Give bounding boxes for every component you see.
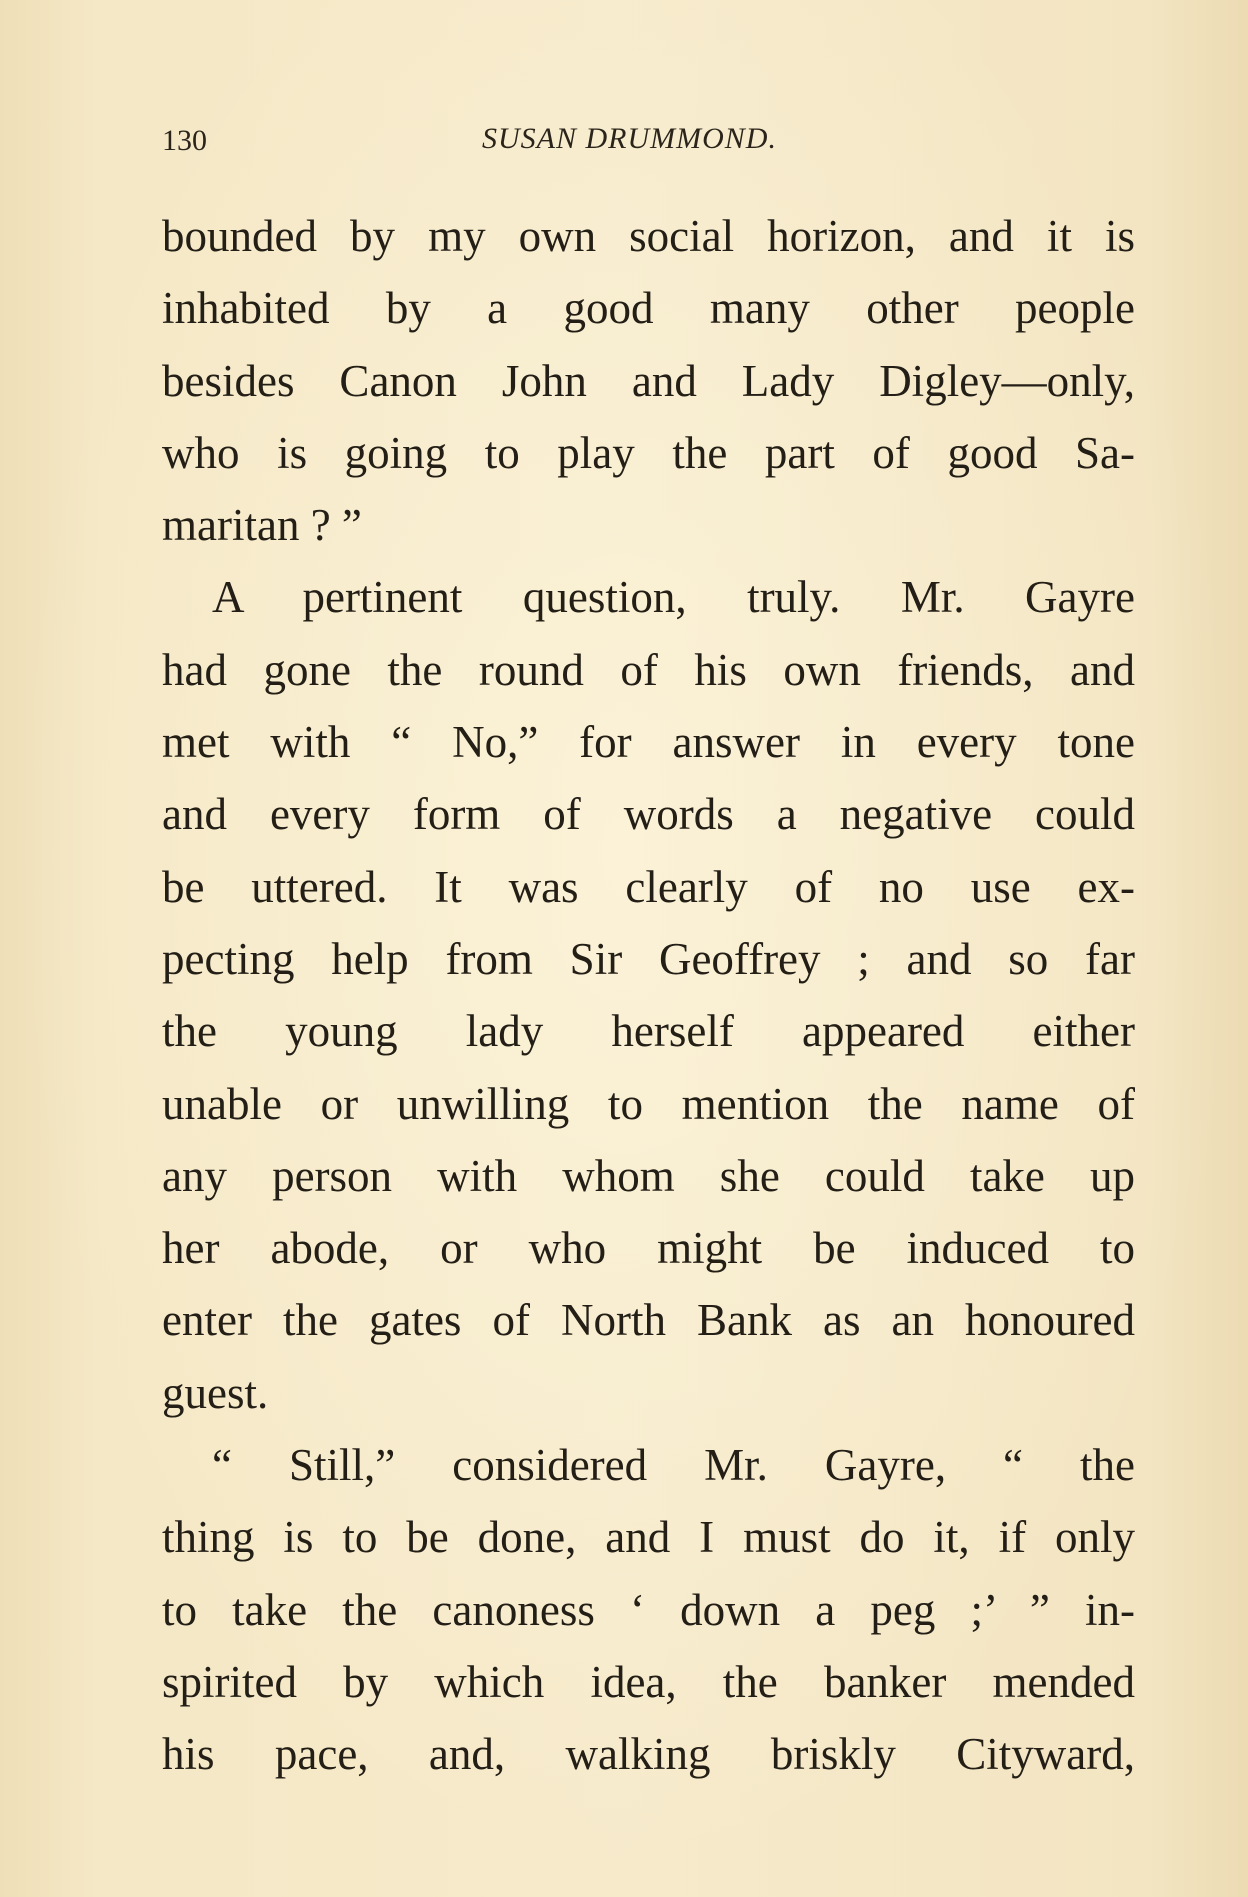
running-title: SUSAN DRUMMOND. <box>482 122 777 155</box>
running-head <box>162 118 832 168</box>
text-line: inhabited by a good many other people <box>162 283 1135 334</box>
text-line: her abode, or who might be induced to <box>162 1223 1135 1274</box>
text-line: his pace, and, walking briskly Cityward, <box>162 1729 1135 1780</box>
text-line: unable or unwilling to mention the name of <box>162 1078 1135 1129</box>
text-line: pecting help from Sir Geoffrey ; and so far <box>162 933 1135 984</box>
text-line: besides Canon John and Lady Digley—only, <box>162 355 1135 406</box>
text-line: the young lady herself appeared either <box>162 1006 1135 1057</box>
text-line: be uttered. It was clearly of no use ex- <box>162 861 1135 912</box>
text-line: A pertinent question, truly. Mr. Gayre <box>212 572 1135 623</box>
text-line: spirited by which idea, the banker mended <box>162 1656 1135 1707</box>
text-line: met with “ No,” for answer in every tone <box>162 717 1135 768</box>
text-line: who is going to play the part of good Sa- <box>162 427 1135 478</box>
text-line: any person with whom she could take up <box>162 1150 1135 1201</box>
text-line: maritan ? ” <box>162 500 362 551</box>
page-number: 130 <box>162 124 207 157</box>
body-text <box>162 200 1135 1791</box>
text-line: thing is to be done, and I must do it, if only <box>162 1512 1135 1563</box>
text-line: had gone the round of his own friends, and <box>162 644 1135 695</box>
text-line: bounded by my own social horizon, and it is <box>162 211 1135 261</box>
text-line: guest. <box>162 1367 269 1418</box>
text-line: to take the canoness ‘ down a peg ;’ ” in- <box>162 1584 1135 1635</box>
text-line: enter the gates of North Bank as an honoured <box>162 1295 1135 1346</box>
text-line: and every form of words a negative could <box>162 789 1135 840</box>
text-line: “ Still,” considered Mr. Gayre, “ the <box>212 1440 1135 1491</box>
